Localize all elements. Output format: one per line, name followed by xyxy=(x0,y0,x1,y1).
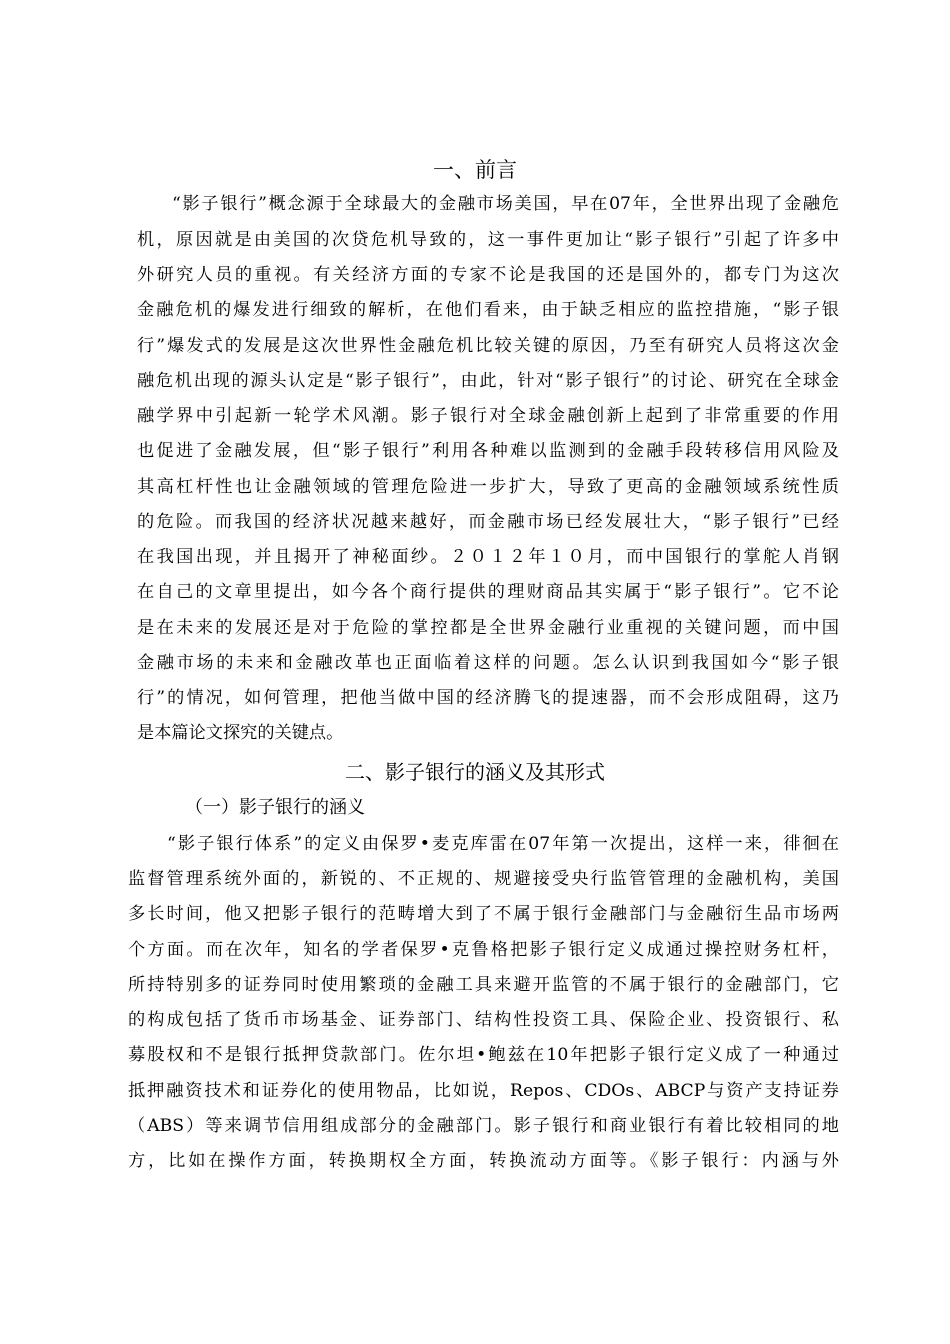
paragraph-line: 融学界中引起新一轮学术风潮。影子银行对全球金融创新上起到了非常重要的作用 xyxy=(137,406,839,426)
paragraph-line: 多长时间，他又把影子银行的范畴增大到了不属于银行金融部门与金融衍生品市场两 xyxy=(128,904,839,924)
paragraph-line: 方，比如在操作方面，转换期权全方面，转换流动方面等。《影子银行：内涵与外 xyxy=(128,1151,839,1171)
paragraph-line: 抵押融资技术和证券化的使用物品，比如说，Repos、CDOs、ABCP与资产支持证券 xyxy=(128,1081,839,1101)
paragraph-line: 行”爆发式的发展是这次世界性金融危机比较关键的原因，乃至有研究人员将这次金 xyxy=(137,336,839,356)
paragraph-line: 是本篇论文探究的关键点。 xyxy=(137,723,344,743)
paragraph-line: 的危险。而我国的经济状况越来越好，而金融市场已经发展壮大，“影子银行”已经 xyxy=(137,512,839,532)
paragraph-line: 是在未来的发展还是对于危险的掌控都是全世界金融行业重视的关键问题，而中国 xyxy=(137,618,839,638)
paragraph-line: 在自己的文章里提出，如今各个商行提供的理财商品其实属于“影子银行”。它不论 xyxy=(137,582,839,602)
paragraph-line: 所持特别多的证券同时使用繁琐的金融工具来避开监管的不属于银行的金融部门，它 xyxy=(128,975,839,995)
paragraph-line: “影子银行”概念源于全球最大的金融市场美国，早在07年，全世界出现了金融危 xyxy=(172,194,839,214)
paragraph-line: （ABS）等来调节信用组成部分的金融部门。影子银行和商业银行有着比较相同的地 xyxy=(128,1116,839,1136)
paragraph-line: 金融市场的未来和金融改革也正面临着这样的问题。怎么认识到我国如今“影子银 xyxy=(137,653,839,673)
paragraph-line: 在我国出现，并且揭开了神秘面纱。２０１２年１０月，而中国银行的掌舵人肖钢 xyxy=(137,547,839,567)
paragraph-line: 募股权和不是银行抵押贷款部门。佐尔坦•鲍兹在10年把影子银行定义成了一种通过 xyxy=(128,1045,839,1065)
paragraph-line: 融危机出现的源头认定是“影子银行”，由此，针对“影子银行”的讨论、研究在全球金 xyxy=(137,371,839,391)
paragraph-line: 外研究人员的重视。有关经济方面的专家不论是我国的还是国外的，都专门为这次 xyxy=(137,265,839,285)
paragraph-line: “影子银行体系”的定义由保罗•麦克库雷在07年第一次提出，这样一来，徘徊在 xyxy=(167,834,839,854)
paragraph-line: 其高杠杆性也让金融领域的管理危险进一步扩大，导致了更高的金融领域系统性质 xyxy=(137,477,839,497)
paragraph-line: 金融危机的爆发进行细致的解析，在他们看来，由于缺乏相应的监控措施，“影子银 xyxy=(137,300,839,320)
paragraph-line: 也促进了金融发展，但“影子银行”利用各种难以监测到的金融手段转移信用风险及 xyxy=(137,441,839,461)
paragraph-line: 行”的情况，如何管理，把他当做中国的经济腾飞的提速器，而不会形成阻碍，这乃 xyxy=(137,688,839,708)
paragraph-line: 机，原因就是由美国的次贷危机导致的，这一事件更加让“影子银行”引起了许多中 xyxy=(137,230,839,250)
paragraph-line: 监督管理系统外面的，新锐的、不正规的、规避接受央行监管管理的金融机构，美国 xyxy=(128,869,839,889)
section-2-subtitle: （一）影子银行的涵义 xyxy=(185,797,365,818)
section-2-title: 二、影子银行的涵义及其形式 xyxy=(345,760,605,784)
paragraph-line: 个方面。而在次年，知名的学者保罗•克鲁格把影子银行定义成通过操控财务杠杆， xyxy=(128,940,839,960)
paragraph-line: 的构成包括了货币市场基金、证券部门、结构性投资工具、保险企业、投资银行、私 xyxy=(128,1010,839,1030)
section-1-title: 一、前言 xyxy=(433,158,517,182)
